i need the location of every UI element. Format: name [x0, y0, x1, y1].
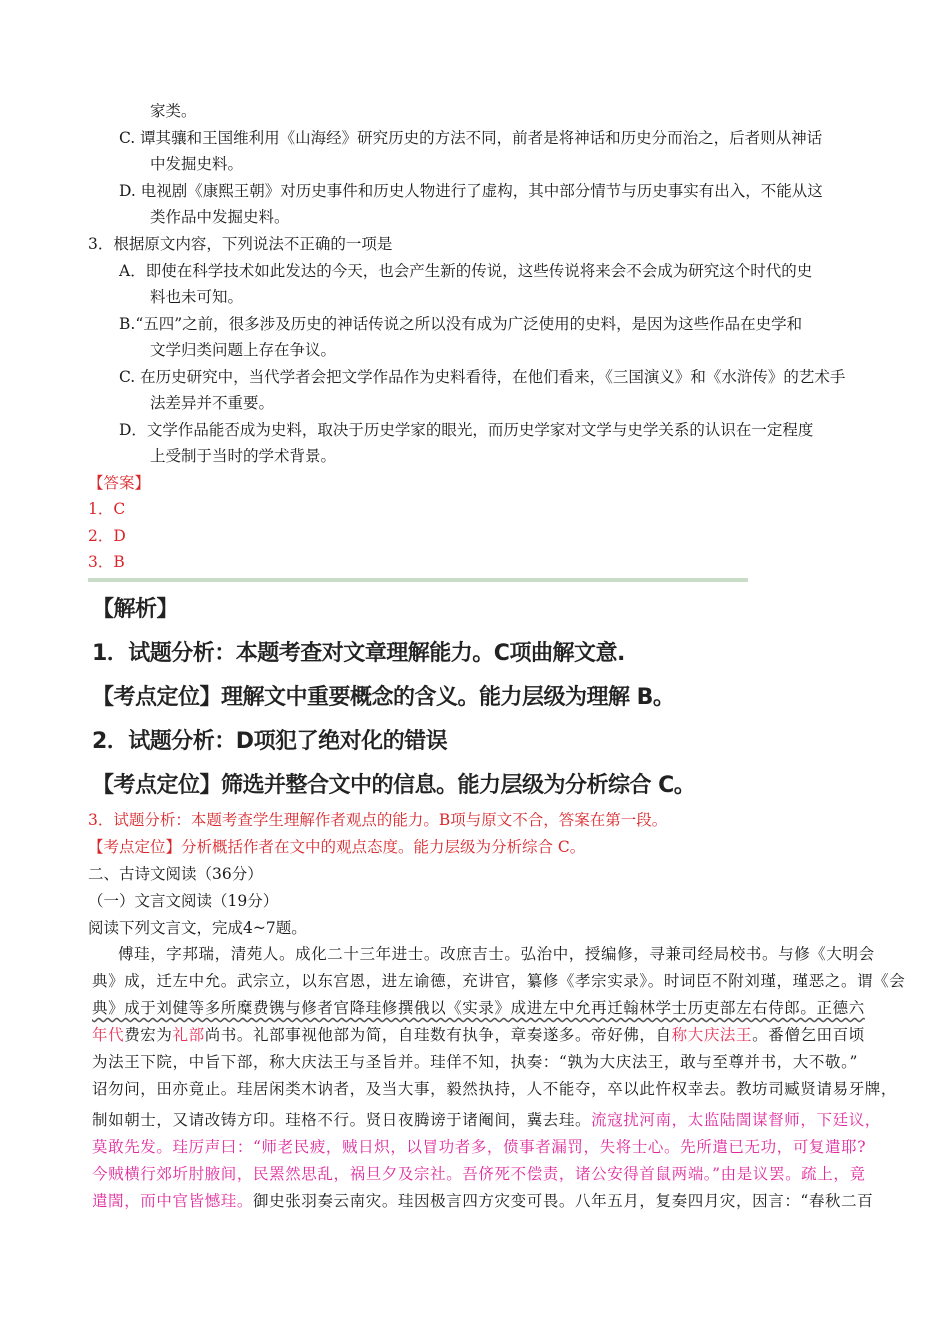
answer-item-3: 3．B [88, 553, 125, 571]
passage-line-10 [92, 1191, 874, 1211]
analysis-line-1: 1．试题分析：本题考查对文章理解能力。C项曲解文意. [92, 641, 625, 666]
passage-highlight-2: 礼部 [172, 1026, 205, 1044]
passage-line-3: 典》成于刘健等多所糜费镌与修者官降珪修撰俄以《实录》成进左中允再迁翰林学士历吏部左右侍郎。正德六 [92, 999, 865, 1017]
passage-line-4 [92, 1025, 864, 1045]
q3-option-c-line2: 法差异并不重要。 [150, 394, 275, 412]
analysis-line-3: 2．试题分析：D项犯了绝对化的错误 [92, 729, 448, 754]
q3-option-d-line1: D．文学作品能否成为史料，取决于历史学家的眼光，而历史学家对文学与史学关系的认识在一定程度 [119, 421, 814, 439]
passage-text-5: 御史张羽奏云南灾。珪因极言四方灾变可畏。八年五月，复奏四月灾，因言：“春秋二百 [253, 1192, 874, 1210]
passage-line-6: 诏勿问，田亦竟止。珪居闲类木讷者，及当大事，毅然执持，人不能夺，卒以此忤权幸去。教坊司臧贤请易牙牌， [92, 1080, 898, 1098]
q3-option-d-line2: 上受制于当时的学术背景。 [150, 447, 337, 465]
answer-item-2: 2．D [88, 527, 126, 545]
passage-line-5: 为法王下院，中旨下部，称大庆法王与圣旨并。珪佯不知，执奏：“孰为大庆法王，敢与至尊并书，大不敬。” [92, 1053, 859, 1071]
passage-text-2: 尚书。礼部事视他部为简，自珪数有执争，章奏遂多。帝好佛，自 [204, 1026, 672, 1044]
q3-stem: 3．根据原文内容，下列说法不正确的一项是 [88, 235, 393, 253]
analysis-line-5: 3．试题分析：本题考查学生理解作者观点的能力。B项与原文不合，答案在第一段。 [88, 811, 668, 829]
passage-line-8: 莫敢先发。珪厉声曰：“师老民疲，贼日炽，以冒功者多，偾事者漏罚，失将士心。先所遣已无功，可复遣耶? [92, 1138, 867, 1156]
answer-label: 【答案】 [88, 474, 151, 492]
passage-text-1: 费宏为 [124, 1026, 173, 1044]
analysis-fade [728, 636, 788, 662]
analysis-block [88, 578, 748, 802]
q2-option-d-line1: D. 电视剧《康熙王朝》对历史事件和历史人物进行了虚构，其中部分情节与历史事实有出入，不能从这 [119, 182, 823, 200]
passage-highlight-1: 年代 [92, 1026, 125, 1044]
passage-text-3: 。番僧乞田百顷 [752, 1026, 865, 1044]
q3-option-b-line2: 文学归类问题上存在争议。 [150, 341, 337, 359]
q3-option-a-line2: 料也未可知。 [150, 288, 244, 306]
analysis-title: 【解析】 [92, 597, 179, 622]
analysis-divider [88, 578, 748, 582]
q3-option-b-line1: B.“五四”之前，很多涉及历史的神话传说之所以没有成为广泛使用的史料，是因为这些作品在史学和 [119, 315, 803, 333]
passage-line-7 [92, 1110, 881, 1130]
passage-line-1: 傅珪，字邦瑞，清苑人。成化二十三年进士。改庶吉士。弘治中，授编修，寻兼司经局校书。与修《大明会 [118, 945, 875, 963]
passage-highlight-4: 流寇扰河南，太监陆誾谋督师，下廷议， [591, 1111, 881, 1129]
q2-option-c-line2: 中发掘史料。 [150, 155, 244, 173]
passage-highlight-3: 称大庆法王 [671, 1026, 753, 1044]
q2-option-d-line2: 类作品中发掘史料。 [150, 208, 290, 226]
passage-line-9: 今贼横行郊圻肘腋间，民罴然思乱，祸旦夕及宗社。吾侪死不偿责，诸公安得首鼠两端。”由是议罢。疏上，竟 [92, 1165, 866, 1183]
section-heading: 二、古诗文阅读（36分） [88, 865, 263, 883]
passage-highlight-5: 遣誾，而中官皆憾珪。 [92, 1192, 254, 1210]
q3-option-a-line1: A．即使在科学技术如此发达的今天，也会产生新的传说，这些传说将来会不会成为研究这个时代的史 [119, 262, 813, 280]
section-subheading: （一）文言文阅读（19分） [88, 892, 279, 910]
analysis-line-2: 【考点定位】理解文中重要概念的含义。能力层级为理解 B。 [92, 685, 675, 710]
passage-text-4: 制如朝士，又请改铸方印。珪格不行。贤日夜腾谤于诸阉间，冀去珪。 [92, 1111, 592, 1129]
answer-item-1: 1．C [88, 500, 126, 518]
analysis-line-6: 【考点定位】分析概括作者在文中的观点态度。能力层级为分析综合 C。 [88, 838, 586, 856]
q3-option-c-line1: C. 在历史研究中，当代学者会把文学作品作为史料看待，在他们看来，《三国演义》和《水浒传》的艺术手 [119, 368, 846, 386]
analysis-line-4: 【考点定位】筛选并整合文中的信息。能力层级为分析综合 C。 [92, 773, 696, 798]
q2-option-b-cont: 家类。 [150, 102, 197, 120]
q2-option-c-line1: C. 谭其骧和王国维利用《山海经》研究历史的方法不同，前者是将神话和历史分而治之，后者则从神话 [119, 129, 823, 147]
section-instruction: 阅读下列文言文，完成4~7题。 [88, 919, 307, 937]
passage-line-2: 典》成，迁左中允。武宗立，以东宫恩，进左谕德，充讲官，纂修《孝宗实录》。时词臣不附刘瑾，瑾恶之。谓《会 [92, 972, 906, 990]
